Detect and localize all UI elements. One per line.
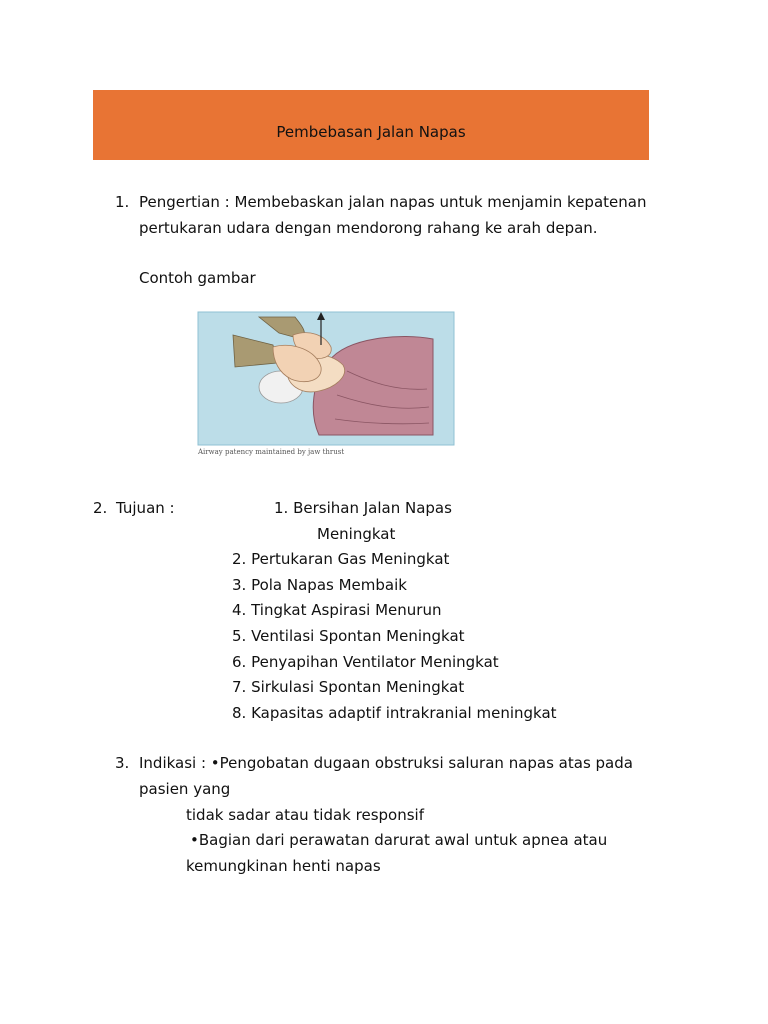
goal-item: 4. Tingkat Aspirasi Menurun xyxy=(232,601,442,619)
goal-item: Meningkat xyxy=(317,525,396,543)
goal-item: 7. Sirkulasi Spontan Meningkat xyxy=(232,678,465,696)
section3-number: 3. xyxy=(115,754,130,772)
indication-line1: Indikasi : •Pengobatan dugaan obstruksi saluran napas atas pada xyxy=(139,754,633,772)
section1-number: 1. xyxy=(115,193,130,211)
indication-line5: kemungkinan henti napas xyxy=(186,857,381,875)
goal-item: 2. Pertukaran Gas Meningkat xyxy=(232,550,450,568)
goal-item: 5. Ventilasi Spontan Meningkat xyxy=(232,627,465,645)
goal-item: 8. Kapasitas adaptif intrakranial meningkat xyxy=(232,704,557,722)
title-banner xyxy=(93,90,649,160)
indication-line4: •Bagian dari perawatan darurat awal untuk apnea atau xyxy=(190,831,608,849)
section1-definition-line2: pertukaran udara dengan mendorong rahang ke arah depan. xyxy=(139,219,598,237)
goal-item: 3. Pola Napas Membaik xyxy=(232,576,407,594)
section2-number: 2. xyxy=(93,499,108,517)
indication-line3: tidak sadar atau tidak responsif xyxy=(186,806,424,824)
goal-item: 6. Penyapihan Ventilator Meningkat xyxy=(232,653,499,671)
section1-definition-line1: Pengertian : Membebaskan jalan napas untuk menjamin kepatenan xyxy=(139,193,647,211)
example-label: Contoh gambar xyxy=(139,269,256,287)
goal-item: 1. Bersihan Jalan Napas xyxy=(274,499,452,517)
section2-label: Tujuan : xyxy=(116,499,175,517)
figure-caption: Airway patency maintained by jaw thrust xyxy=(198,448,345,456)
indication-line2: pasien yang xyxy=(139,780,231,798)
page-title: Pembebasan Jalan Napas xyxy=(276,123,466,141)
jaw-thrust-illustration xyxy=(197,311,455,446)
